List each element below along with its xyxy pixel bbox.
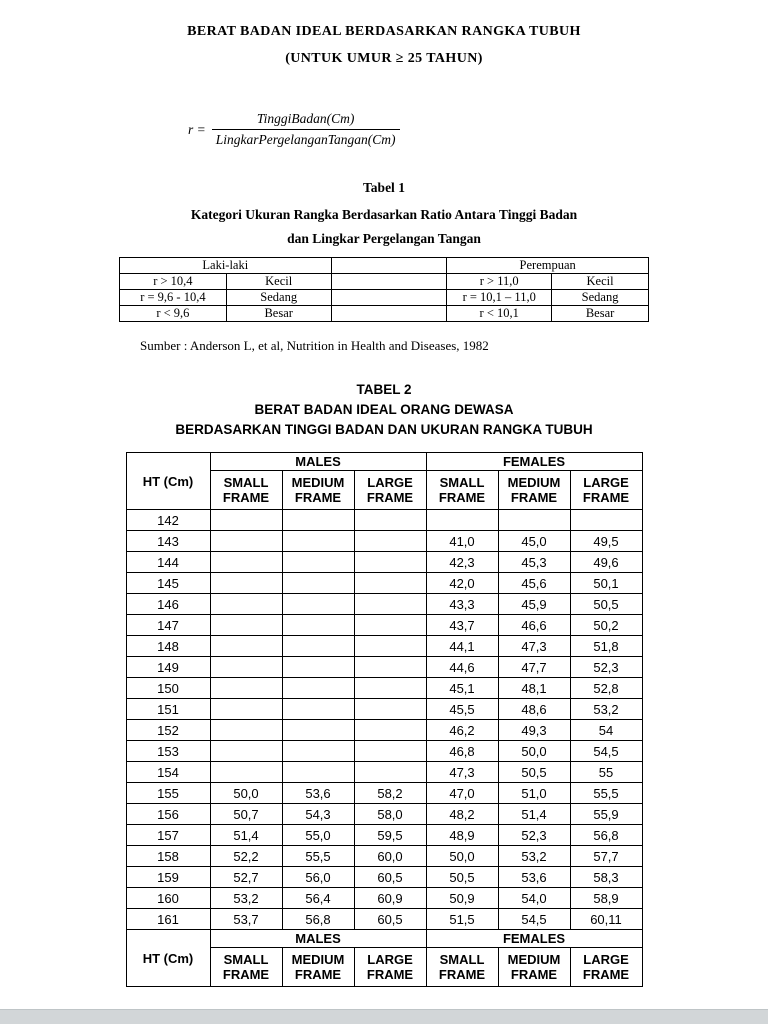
weight-cell bbox=[354, 552, 426, 573]
weight-cell: 53,6 bbox=[282, 783, 354, 804]
weight-cell bbox=[210, 741, 282, 762]
height-cell: 144 bbox=[126, 552, 210, 573]
weight-cell bbox=[282, 762, 354, 783]
table2-row bbox=[126, 909, 642, 930]
height-cell: 150 bbox=[126, 678, 210, 699]
weight-cell bbox=[282, 573, 354, 594]
female-large-frame-header: LARGE FRAME bbox=[570, 471, 642, 510]
weight-cell: 51,4 bbox=[498, 804, 570, 825]
weight-cell: 45,6 bbox=[498, 573, 570, 594]
weight-cell bbox=[282, 552, 354, 573]
height-cell: 152 bbox=[126, 720, 210, 741]
table2-caption bbox=[0, 380, 768, 440]
table1-spacer-cell bbox=[331, 274, 447, 290]
weight-cell: 59,5 bbox=[354, 825, 426, 846]
weight-cell bbox=[282, 657, 354, 678]
table1-cell: Sedang bbox=[226, 290, 331, 306]
formula-denominator: LingkarPergelanganTangan(Cm) bbox=[215, 132, 396, 147]
table2-sex-header-row bbox=[126, 453, 642, 471]
table2-row bbox=[126, 615, 642, 636]
weight-cell: 47,7 bbox=[498, 657, 570, 678]
weight-cell: 58,9 bbox=[570, 888, 642, 909]
weight-cell: 49,6 bbox=[570, 552, 642, 573]
male-small-frame-header: SMALL FRAME bbox=[210, 471, 282, 510]
formula-fraction bbox=[212, 111, 400, 148]
weight-cell bbox=[498, 510, 570, 531]
weight-cell bbox=[354, 510, 426, 531]
male-medium-frame-header: MEDIUM FRAME bbox=[282, 471, 354, 510]
table2-row bbox=[126, 804, 642, 825]
weight-cell bbox=[210, 720, 282, 741]
table2-row bbox=[126, 636, 642, 657]
weight-cell: 50,7 bbox=[210, 804, 282, 825]
table1-cell: r > 10,4 bbox=[120, 274, 227, 290]
weight-cell: 47,3 bbox=[426, 762, 498, 783]
ht-header: HT (Cm) bbox=[126, 453, 210, 510]
table2-row bbox=[126, 867, 642, 888]
weight-cell bbox=[210, 657, 282, 678]
weight-cell: 48,6 bbox=[498, 699, 570, 720]
male-large-frame-header: LARGE FRAME bbox=[354, 471, 426, 510]
weight-cell: 42,3 bbox=[426, 552, 498, 573]
weight-cell bbox=[354, 594, 426, 615]
height-cell: 159 bbox=[126, 867, 210, 888]
height-cell: 156 bbox=[126, 804, 210, 825]
table1-cell: Kecil bbox=[226, 274, 331, 290]
weight-cell bbox=[282, 636, 354, 657]
weight-cell: 48,1 bbox=[498, 678, 570, 699]
weight-cell: 58,3 bbox=[570, 867, 642, 888]
female-medium-frame-footer: MEDIUM FRAME bbox=[498, 948, 570, 987]
weight-cell: 60,9 bbox=[354, 888, 426, 909]
table2-row bbox=[126, 888, 642, 909]
weight-cell: 55 bbox=[570, 762, 642, 783]
weight-cell: 53,2 bbox=[210, 888, 282, 909]
table2-row bbox=[126, 594, 642, 615]
weight-cell bbox=[426, 510, 498, 531]
table1-subtitle-line2: dan Lingkar Pergelangan Tangan bbox=[287, 231, 481, 246]
table2-row bbox=[126, 825, 642, 846]
weight-cell bbox=[282, 594, 354, 615]
weight-cell: 53,7 bbox=[210, 909, 282, 930]
ideal-weight-table bbox=[126, 452, 643, 987]
table2-footer-sex-row bbox=[126, 930, 642, 948]
height-cell: 147 bbox=[126, 615, 210, 636]
table1-spacer-cell bbox=[331, 290, 447, 306]
male-medium-frame-footer: MEDIUM FRAME bbox=[282, 948, 354, 987]
weight-cell: 60,11 bbox=[570, 909, 642, 930]
table1-spacer-header bbox=[331, 258, 447, 274]
males-header: MALES bbox=[210, 453, 426, 471]
table1-male-header: Laki-laki bbox=[120, 258, 332, 274]
weight-cell: 50,2 bbox=[570, 615, 642, 636]
weight-cell: 60,0 bbox=[354, 846, 426, 867]
page-edge bbox=[0, 1009, 768, 1024]
table2-row bbox=[126, 783, 642, 804]
table1-cell: r = 10,1 – 11,0 bbox=[447, 290, 552, 306]
weight-cell: 46,2 bbox=[426, 720, 498, 741]
table2-row bbox=[126, 720, 642, 741]
height-cell: 143 bbox=[126, 531, 210, 552]
weight-cell bbox=[282, 615, 354, 636]
weight-cell: 46,6 bbox=[498, 615, 570, 636]
table2-caption-line1: TABEL 2 bbox=[356, 382, 412, 397]
table2-row bbox=[126, 846, 642, 867]
table1-cell: Sedang bbox=[552, 290, 649, 306]
female-medium-frame-header: MEDIUM FRAME bbox=[498, 471, 570, 510]
table2-row bbox=[126, 531, 642, 552]
weight-cell: 44,1 bbox=[426, 636, 498, 657]
weight-cell: 50,0 bbox=[426, 846, 498, 867]
table1-row bbox=[120, 274, 649, 290]
weight-cell bbox=[354, 531, 426, 552]
weight-cell bbox=[570, 510, 642, 531]
weight-cell: 46,8 bbox=[426, 741, 498, 762]
frame-category-table bbox=[119, 257, 649, 322]
female-large-frame-footer: LARGE FRAME bbox=[570, 948, 642, 987]
weight-cell bbox=[354, 657, 426, 678]
weight-cell bbox=[210, 510, 282, 531]
weight-cell: 54,3 bbox=[282, 804, 354, 825]
weight-cell bbox=[282, 510, 354, 531]
weight-cell: 50,9 bbox=[426, 888, 498, 909]
table1-cell: Kecil bbox=[552, 274, 649, 290]
table2-caption-line3: BERDASARKAN TINGGI BADAN DAN UKURAN RANGKA TUBUH bbox=[175, 422, 593, 437]
weight-cell: 51,5 bbox=[426, 909, 498, 930]
weight-cell: 52,2 bbox=[210, 846, 282, 867]
weight-cell bbox=[354, 573, 426, 594]
table1-row bbox=[120, 290, 649, 306]
weight-cell: 54 bbox=[570, 720, 642, 741]
table1-source: Sumber : Anderson L, et al, Nutrition in Health and Diseases, 1982 bbox=[140, 338, 489, 353]
table1-cell: r > 11,0 bbox=[447, 274, 552, 290]
weight-cell bbox=[354, 615, 426, 636]
weight-cell: 44,6 bbox=[426, 657, 498, 678]
weight-cell: 42,0 bbox=[426, 573, 498, 594]
weight-cell: 56,8 bbox=[282, 909, 354, 930]
males-footer: MALES bbox=[210, 930, 426, 948]
height-cell: 158 bbox=[126, 846, 210, 867]
height-cell: 160 bbox=[126, 888, 210, 909]
weight-cell: 45,3 bbox=[498, 552, 570, 573]
weight-cell bbox=[210, 552, 282, 573]
weight-cell bbox=[210, 636, 282, 657]
weight-cell: 52,7 bbox=[210, 867, 282, 888]
weight-cell: 50,5 bbox=[570, 594, 642, 615]
height-cell: 157 bbox=[126, 825, 210, 846]
height-cell: 154 bbox=[126, 762, 210, 783]
weight-cell: 54,0 bbox=[498, 888, 570, 909]
weight-cell: 49,5 bbox=[570, 531, 642, 552]
weight-cell: 55,0 bbox=[282, 825, 354, 846]
table1-subtitle-line1: Kategori Ukuran Rangka Berdasarkan Ratio Antara Tinggi Badan bbox=[190, 207, 578, 222]
weight-cell: 49,3 bbox=[498, 720, 570, 741]
weight-cell: 50,1 bbox=[570, 573, 642, 594]
table2-row bbox=[126, 510, 642, 531]
table2-caption-line2: BERAT BADAN IDEAL ORANG DEWASA bbox=[254, 402, 514, 417]
height-cell: 151 bbox=[126, 699, 210, 720]
table2-row bbox=[126, 552, 642, 573]
weight-cell: 50,5 bbox=[498, 762, 570, 783]
weight-cell: 47,3 bbox=[498, 636, 570, 657]
weight-cell: 54,5 bbox=[570, 741, 642, 762]
weight-cell bbox=[210, 594, 282, 615]
ht-footer: HT (Cm) bbox=[126, 930, 210, 987]
height-cell: 153 bbox=[126, 741, 210, 762]
ratio-formula bbox=[188, 111, 768, 148]
weight-cell: 48,9 bbox=[426, 825, 498, 846]
table2-row bbox=[126, 741, 642, 762]
weight-cell: 47,0 bbox=[426, 783, 498, 804]
weight-cell bbox=[282, 741, 354, 762]
weight-cell: 53,2 bbox=[498, 846, 570, 867]
doc-title-line2: (UNTUK UMUR ≥ 25 TAHUN) bbox=[285, 51, 483, 66]
weight-cell bbox=[210, 615, 282, 636]
formula-numerator: TinggiBadan(Cm) bbox=[212, 111, 400, 130]
females-footer: FEMALES bbox=[426, 930, 642, 948]
weight-cell: 51,0 bbox=[498, 783, 570, 804]
height-cell: 148 bbox=[126, 636, 210, 657]
height-cell: 161 bbox=[126, 909, 210, 930]
table1-female-header: Perempuan bbox=[447, 258, 649, 274]
table1-cell: Besar bbox=[226, 306, 331, 322]
females-header: FEMALES bbox=[426, 453, 642, 471]
weight-cell: 45,1 bbox=[426, 678, 498, 699]
table1-row bbox=[120, 306, 649, 322]
weight-cell bbox=[210, 678, 282, 699]
female-small-frame-header: SMALL FRAME bbox=[426, 471, 498, 510]
weight-cell: 55,5 bbox=[570, 783, 642, 804]
weight-cell: 43,7 bbox=[426, 615, 498, 636]
formula-lhs: r = bbox=[188, 121, 206, 137]
weight-cell bbox=[354, 741, 426, 762]
table1-cell: r = 9,6 - 10,4 bbox=[120, 290, 227, 306]
weight-cell: 58,0 bbox=[354, 804, 426, 825]
height-cell: 146 bbox=[126, 594, 210, 615]
height-cell: 155 bbox=[126, 783, 210, 804]
weight-cell: 52,3 bbox=[498, 825, 570, 846]
weight-cell: 56,0 bbox=[282, 867, 354, 888]
weight-cell bbox=[354, 699, 426, 720]
weight-cell: 52,8 bbox=[570, 678, 642, 699]
table2-row bbox=[126, 573, 642, 594]
table1-cell: r < 10,1 bbox=[447, 306, 552, 322]
weight-cell: 43,3 bbox=[426, 594, 498, 615]
height-cell: 142 bbox=[126, 510, 210, 531]
male-small-frame-footer: SMALL FRAME bbox=[210, 948, 282, 987]
weight-cell bbox=[354, 720, 426, 741]
table2-row bbox=[126, 699, 642, 720]
height-cell: 149 bbox=[126, 657, 210, 678]
weight-cell: 45,5 bbox=[426, 699, 498, 720]
weight-cell: 41,0 bbox=[426, 531, 498, 552]
weight-cell: 48,2 bbox=[426, 804, 498, 825]
weight-cell: 55,5 bbox=[282, 846, 354, 867]
female-small-frame-footer: SMALL FRAME bbox=[426, 948, 498, 987]
weight-cell: 60,5 bbox=[354, 867, 426, 888]
weight-cell: 55,9 bbox=[570, 804, 642, 825]
weight-cell: 51,8 bbox=[570, 636, 642, 657]
weight-cell bbox=[282, 678, 354, 699]
weight-cell bbox=[354, 762, 426, 783]
weight-cell: 50,5 bbox=[426, 867, 498, 888]
weight-cell bbox=[210, 762, 282, 783]
weight-cell: 56,4 bbox=[282, 888, 354, 909]
height-cell: 145 bbox=[126, 573, 210, 594]
weight-cell bbox=[282, 720, 354, 741]
table1-caption: Tabel 1 bbox=[363, 180, 405, 195]
weight-cell bbox=[282, 699, 354, 720]
weight-cell: 58,2 bbox=[354, 783, 426, 804]
table1-spacer-cell bbox=[331, 306, 447, 322]
weight-cell bbox=[354, 636, 426, 657]
weight-cell bbox=[210, 531, 282, 552]
table1-cell: Besar bbox=[552, 306, 649, 322]
weight-cell: 56,8 bbox=[570, 825, 642, 846]
weight-cell: 45,0 bbox=[498, 531, 570, 552]
weight-cell: 53,2 bbox=[570, 699, 642, 720]
male-large-frame-footer: LARGE FRAME bbox=[354, 948, 426, 987]
table2-row bbox=[126, 657, 642, 678]
weight-cell: 50,0 bbox=[210, 783, 282, 804]
weight-cell: 60,5 bbox=[354, 909, 426, 930]
weight-cell bbox=[210, 699, 282, 720]
weight-cell bbox=[210, 573, 282, 594]
weight-cell: 51,4 bbox=[210, 825, 282, 846]
weight-cell: 50,0 bbox=[498, 741, 570, 762]
weight-cell bbox=[354, 678, 426, 699]
table1-header-row bbox=[120, 258, 649, 274]
weight-cell: 57,7 bbox=[570, 846, 642, 867]
table1-cell: r < 9,6 bbox=[120, 306, 227, 322]
weight-cell bbox=[282, 531, 354, 552]
weight-cell: 54,5 bbox=[498, 909, 570, 930]
table2-row bbox=[126, 762, 642, 783]
weight-cell: 45,9 bbox=[498, 594, 570, 615]
table2-row bbox=[126, 678, 642, 699]
weight-cell: 52,3 bbox=[570, 657, 642, 678]
weight-cell: 53,6 bbox=[498, 867, 570, 888]
doc-title-line1: BERAT BADAN IDEAL BERDASARKAN RANGKA TUBUH bbox=[187, 24, 581, 39]
